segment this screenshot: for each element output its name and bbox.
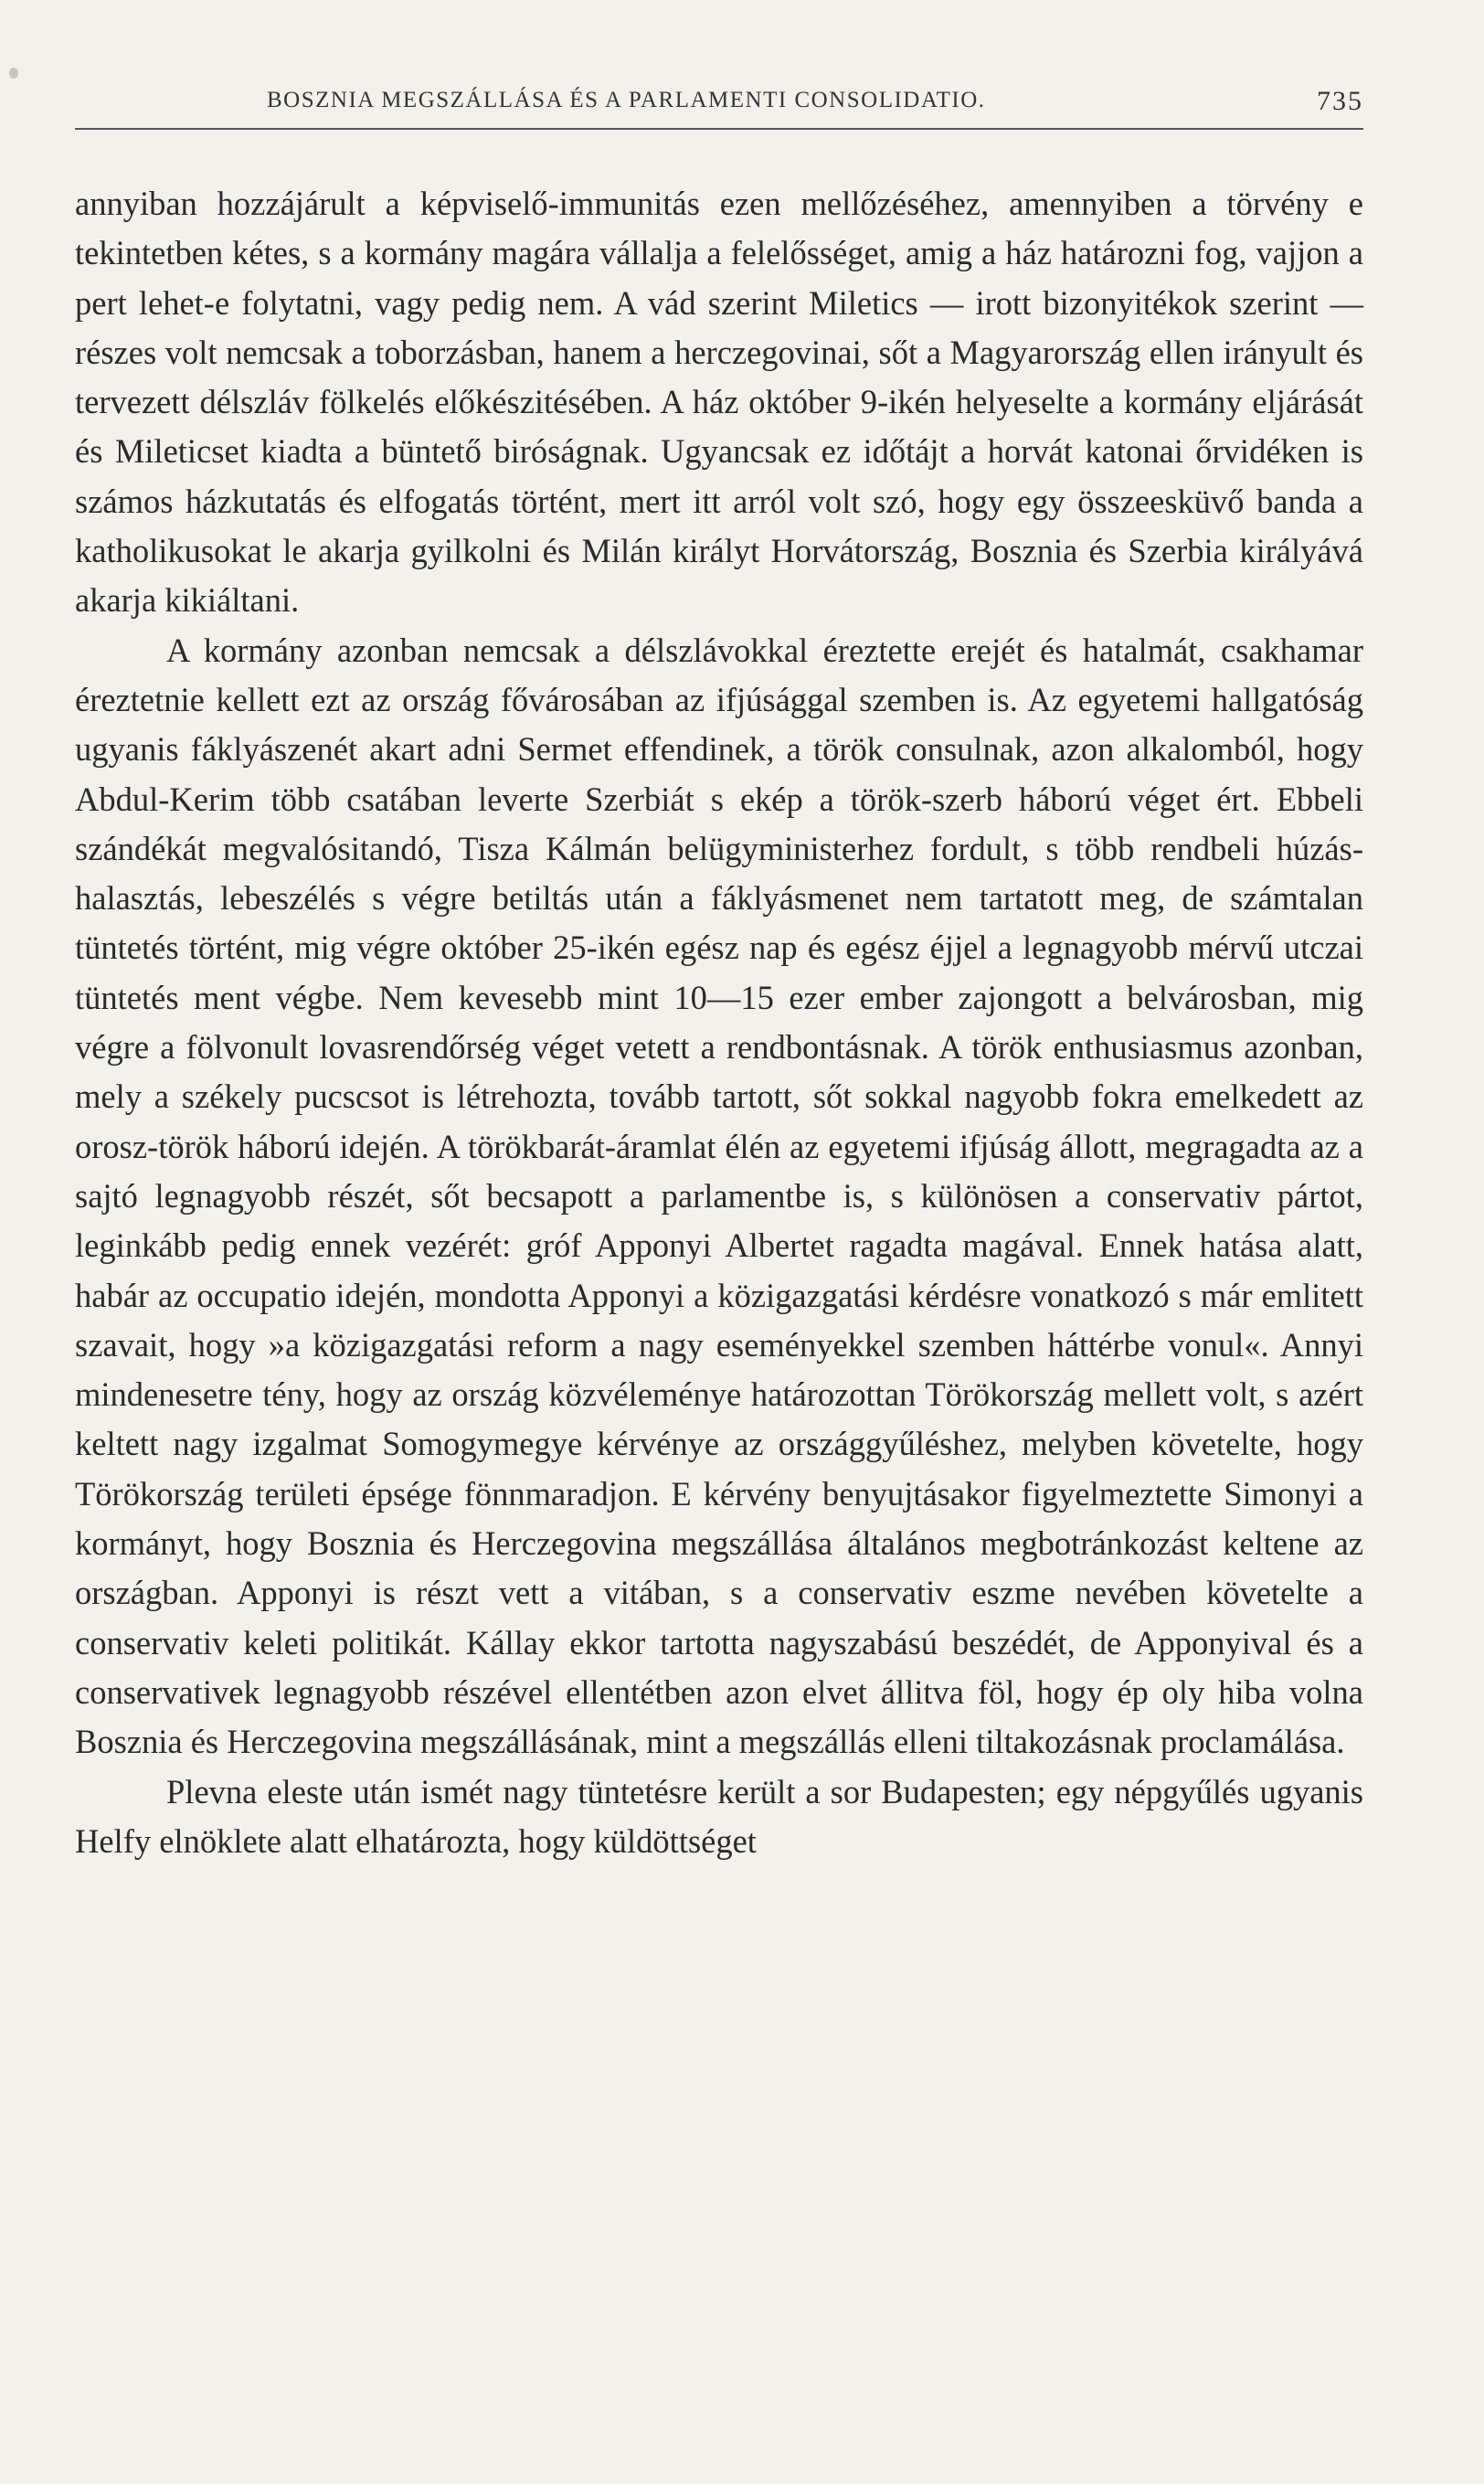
running-head	[75, 88, 1363, 124]
paragraph-government: A kormány azonban nemcsak a délszlávokkal éreztette erejét és hatalmát, csakhamar éreztetnie kellett ezt az ország fővárosában az ifjúsággal szemben is. Az egyetemi hallgatóság ugyanis fáklyászenét akart adni Sermet effendinek, a török consulnak, azon alkalomból, hogy Abdul-Kerim több csatában leverte Szerbiát s ekép a török-szerb háború véget ért. Ebbeli szándékát megvalósitandó, Tisza Kálmán belügyministerhez fordult, s több rendbeli húzás-halasztás, lebeszélés s végre betiltás után a fáklyásmenet nem tartatott meg, de számtalan tüntetés történt, mig végre október 25-ikén egész nap és egész éjjel a legnagyobb mérvű utczai tüntetés ment végbe. Nem kevesebb mint 10—15 ezer ember zajongott a belvárosban, mig végre a fölvonult lovasrendőrség véget vetett a rendbontásnak. A török enthusiasmus azonban, mely a székely pucscsot is létrehozta, tovább tartott, sőt sokkal nagyobb fokra emelkedett az orosz-török háború idején. A törökbarát-áramlat élén az egyetemi ifjúság állott, megragadta az a sajtó legnagyobb részét, sőt becsapott a parlamentbe is, s különösen a conservativ pártot, leginkább pedig ennek vezérét: gróf Apponyi Albertet ragadta magával. Ennek hatása alatt, habár az occupatio idején, mondotta Apponyi a közigazgatási kérdésre vonatkozó s már emlitett szavait, hogy »a közigazgatási reform a nagy eseményekkel szemben háttérbe vonul«. Annyi mindenesetre tény, hogy az ország közvéleménye határozottan Törökország mellett volt, s azért keltett nagy izgalmat Somogymegye kérvénye az országgyűléshez, melyben követelte, hogy Törökország területi épsége fönnmaradjon. E kérvény benyujtásakor figyelmeztette Simonyi a kormányt, hogy Bosznia és Herczegovina megszállása általános megbotránkozást keltene az országban. Apponyi is részt vett a vitában, s a conservativ eszme nevében követelte a conservativ keleti politikát. Kállay ekkor tartotta nagyszabású beszédét, de Apponyival és a conservativek legnagyobb részével ellentétben azon elvet állitva föl, hogy ép oly hiba volna Bosznia és Herczegovina megszállásának, mint a megszállás elleni tiltakozásnak proclamálása.	[75, 631, 1363, 1761]
running-title: BOSZNIA MEGSZÁLLÁSA ÉS A PARLAMENTI CONSOLIDATIO.	[267, 88, 986, 112]
header-rule	[75, 128, 1363, 130]
body-text	[75, 179, 1363, 1866]
page-number: 735	[1317, 86, 1363, 116]
paper-spot	[9, 68, 18, 79]
paragraph-continued: annyiban hozzájárult a képviselő-immunitás ezen mellőzéséhez, amennyiben a törvény e tekintetben kétes, s a kormány magára vállalja a felelősséget, amig a ház határozni fog, vajjon a pert lehet-e folytatni, vagy pedig nem. A vád szerint Miletics — irott bizonyitékok szerint — részes volt nemcsak a toborzásban, hanem a herczegovinai, sőt a Magyarország ellen irányult és tervezett délszláv fölkelés előkészitésében. A ház október 9-ikén helyeselte a kormány eljárását és Mileticset kiadta a büntető biróságnak. Ugyancsak ez időtájt a horvát katonai őrvidéken is számos házkutatás és elfogatás történt, mert itt arról volt szó, hogy egy összeesküvő banda a katholikusokat le akarja gyilkolni és Milán királyt Horvátország, Bosznia és Szerbia királyává akarja kikiáltani.	[75, 185, 1363, 620]
paragraph-plevna: Plevna eleste után ismét nagy tüntetésre került a sor Budapesten; egy népgyűlés ugyanis Helfy elnöklete alatt elhatározta, hogy küldöttséget	[75, 1772, 1363, 1860]
